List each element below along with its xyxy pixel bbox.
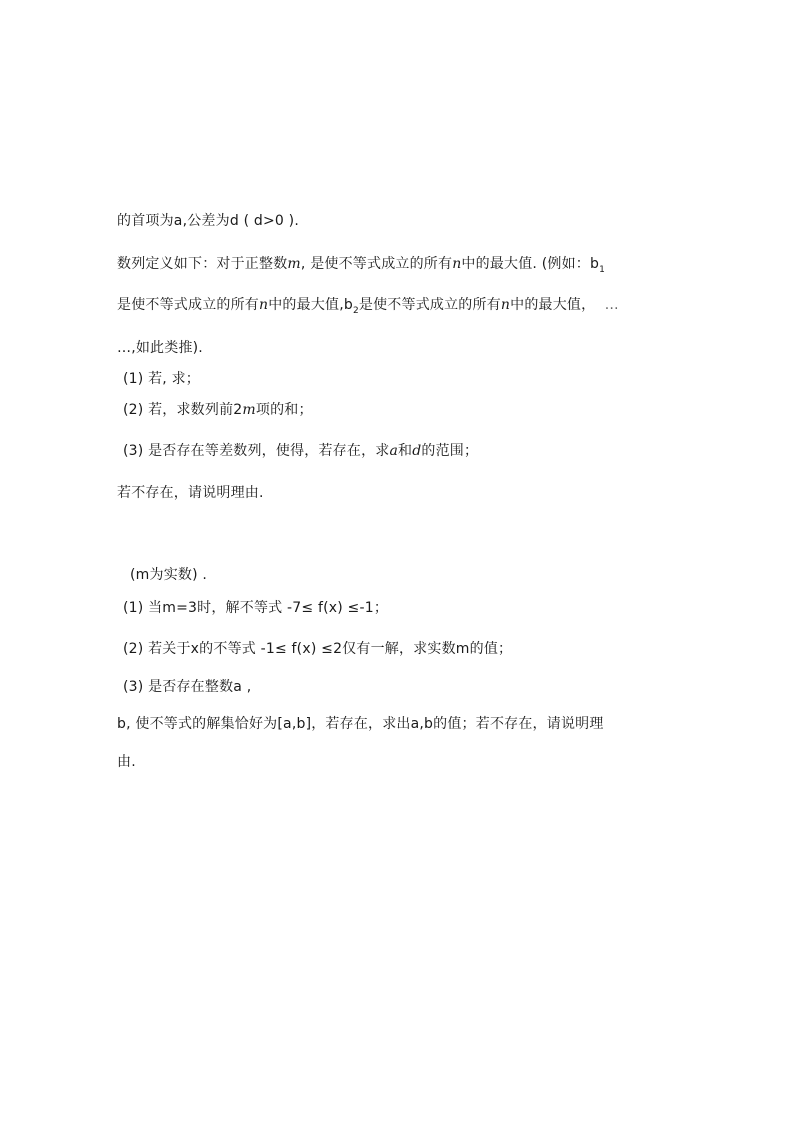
problem2-text: 由. [117, 754, 136, 770]
variable-m: m [242, 402, 256, 418]
question-text: 和 [398, 443, 413, 459]
problem1-text: 中的最大值,b [268, 297, 353, 313]
problem1-text: , 是使不等式成立的所有 [300, 256, 453, 272]
problem1-question-2 [123, 400, 674, 420]
question-text: (3) 是否存在整数a , [123, 679, 252, 695]
ellipsis: … [604, 297, 619, 313]
problem1-line-4 [117, 338, 674, 358]
problem2-head [130, 565, 674, 585]
subscript: 1 [599, 265, 606, 275]
question-text: (3) 是否存在等差数列，使得，若存在，求 [123, 443, 390, 459]
problem1-line-1 [117, 211, 674, 231]
problem1-text: 若不存在，请说明理由. [117, 485, 264, 501]
problem1-line-3 [117, 295, 674, 317]
problem1-text: …,如此类推). [117, 340, 203, 356]
question-text: 项的和； [255, 402, 313, 418]
problem2-line-b [117, 714, 674, 734]
variable-n: n [500, 297, 511, 313]
problem2-question-3 [123, 677, 674, 697]
problem2-line-end [117, 752, 674, 772]
variable-n: n [259, 297, 269, 313]
question-text: (2) 若关于x的不等式 -1≤ f(x) ≤2仅有一解，求实数m的值； [123, 641, 513, 657]
problem2-question-1 [123, 598, 674, 618]
problem1-text: 是使不等式成立的所有 [358, 297, 501, 313]
problem1-text: 中的最大值. (例如：b [461, 256, 600, 272]
question-text: 的范围； [421, 443, 479, 459]
variable-d: d [412, 443, 422, 459]
question-text: (2) 若，求数列前2 [123, 402, 243, 418]
problem1-text: 是使不等式成立的所有 [117, 297, 259, 313]
problem1-text-line1: 的首项为a,公差为d ( d>0 ). [117, 213, 299, 229]
question-text: (1) 若, 求； [123, 371, 200, 387]
variable-n: n [452, 256, 462, 272]
question-text: (1) 当m=3时，解不等式 -7≤ f(x) ≤-1； [123, 600, 389, 616]
problem1-tail [117, 483, 674, 503]
problem1-line-2 [117, 254, 674, 276]
problem2-text: b, 使不等式的解集恰好为[a,b]，若存在，求出a,b的值；若不存在，请说明理 [117, 716, 604, 732]
problem2-question-2 [123, 639, 674, 659]
variable-a: a [389, 443, 399, 459]
problem1-text: 中的最大值， [510, 297, 596, 313]
problem1-question-1 [123, 369, 674, 389]
variable-m: m [287, 256, 301, 272]
problem2-text: (m为实数) . [130, 567, 208, 583]
subscript: 2 [352, 306, 359, 316]
problem1-text: 数列定义如下：对于正整数 [117, 256, 288, 272]
problem1-question-3 [123, 441, 674, 461]
